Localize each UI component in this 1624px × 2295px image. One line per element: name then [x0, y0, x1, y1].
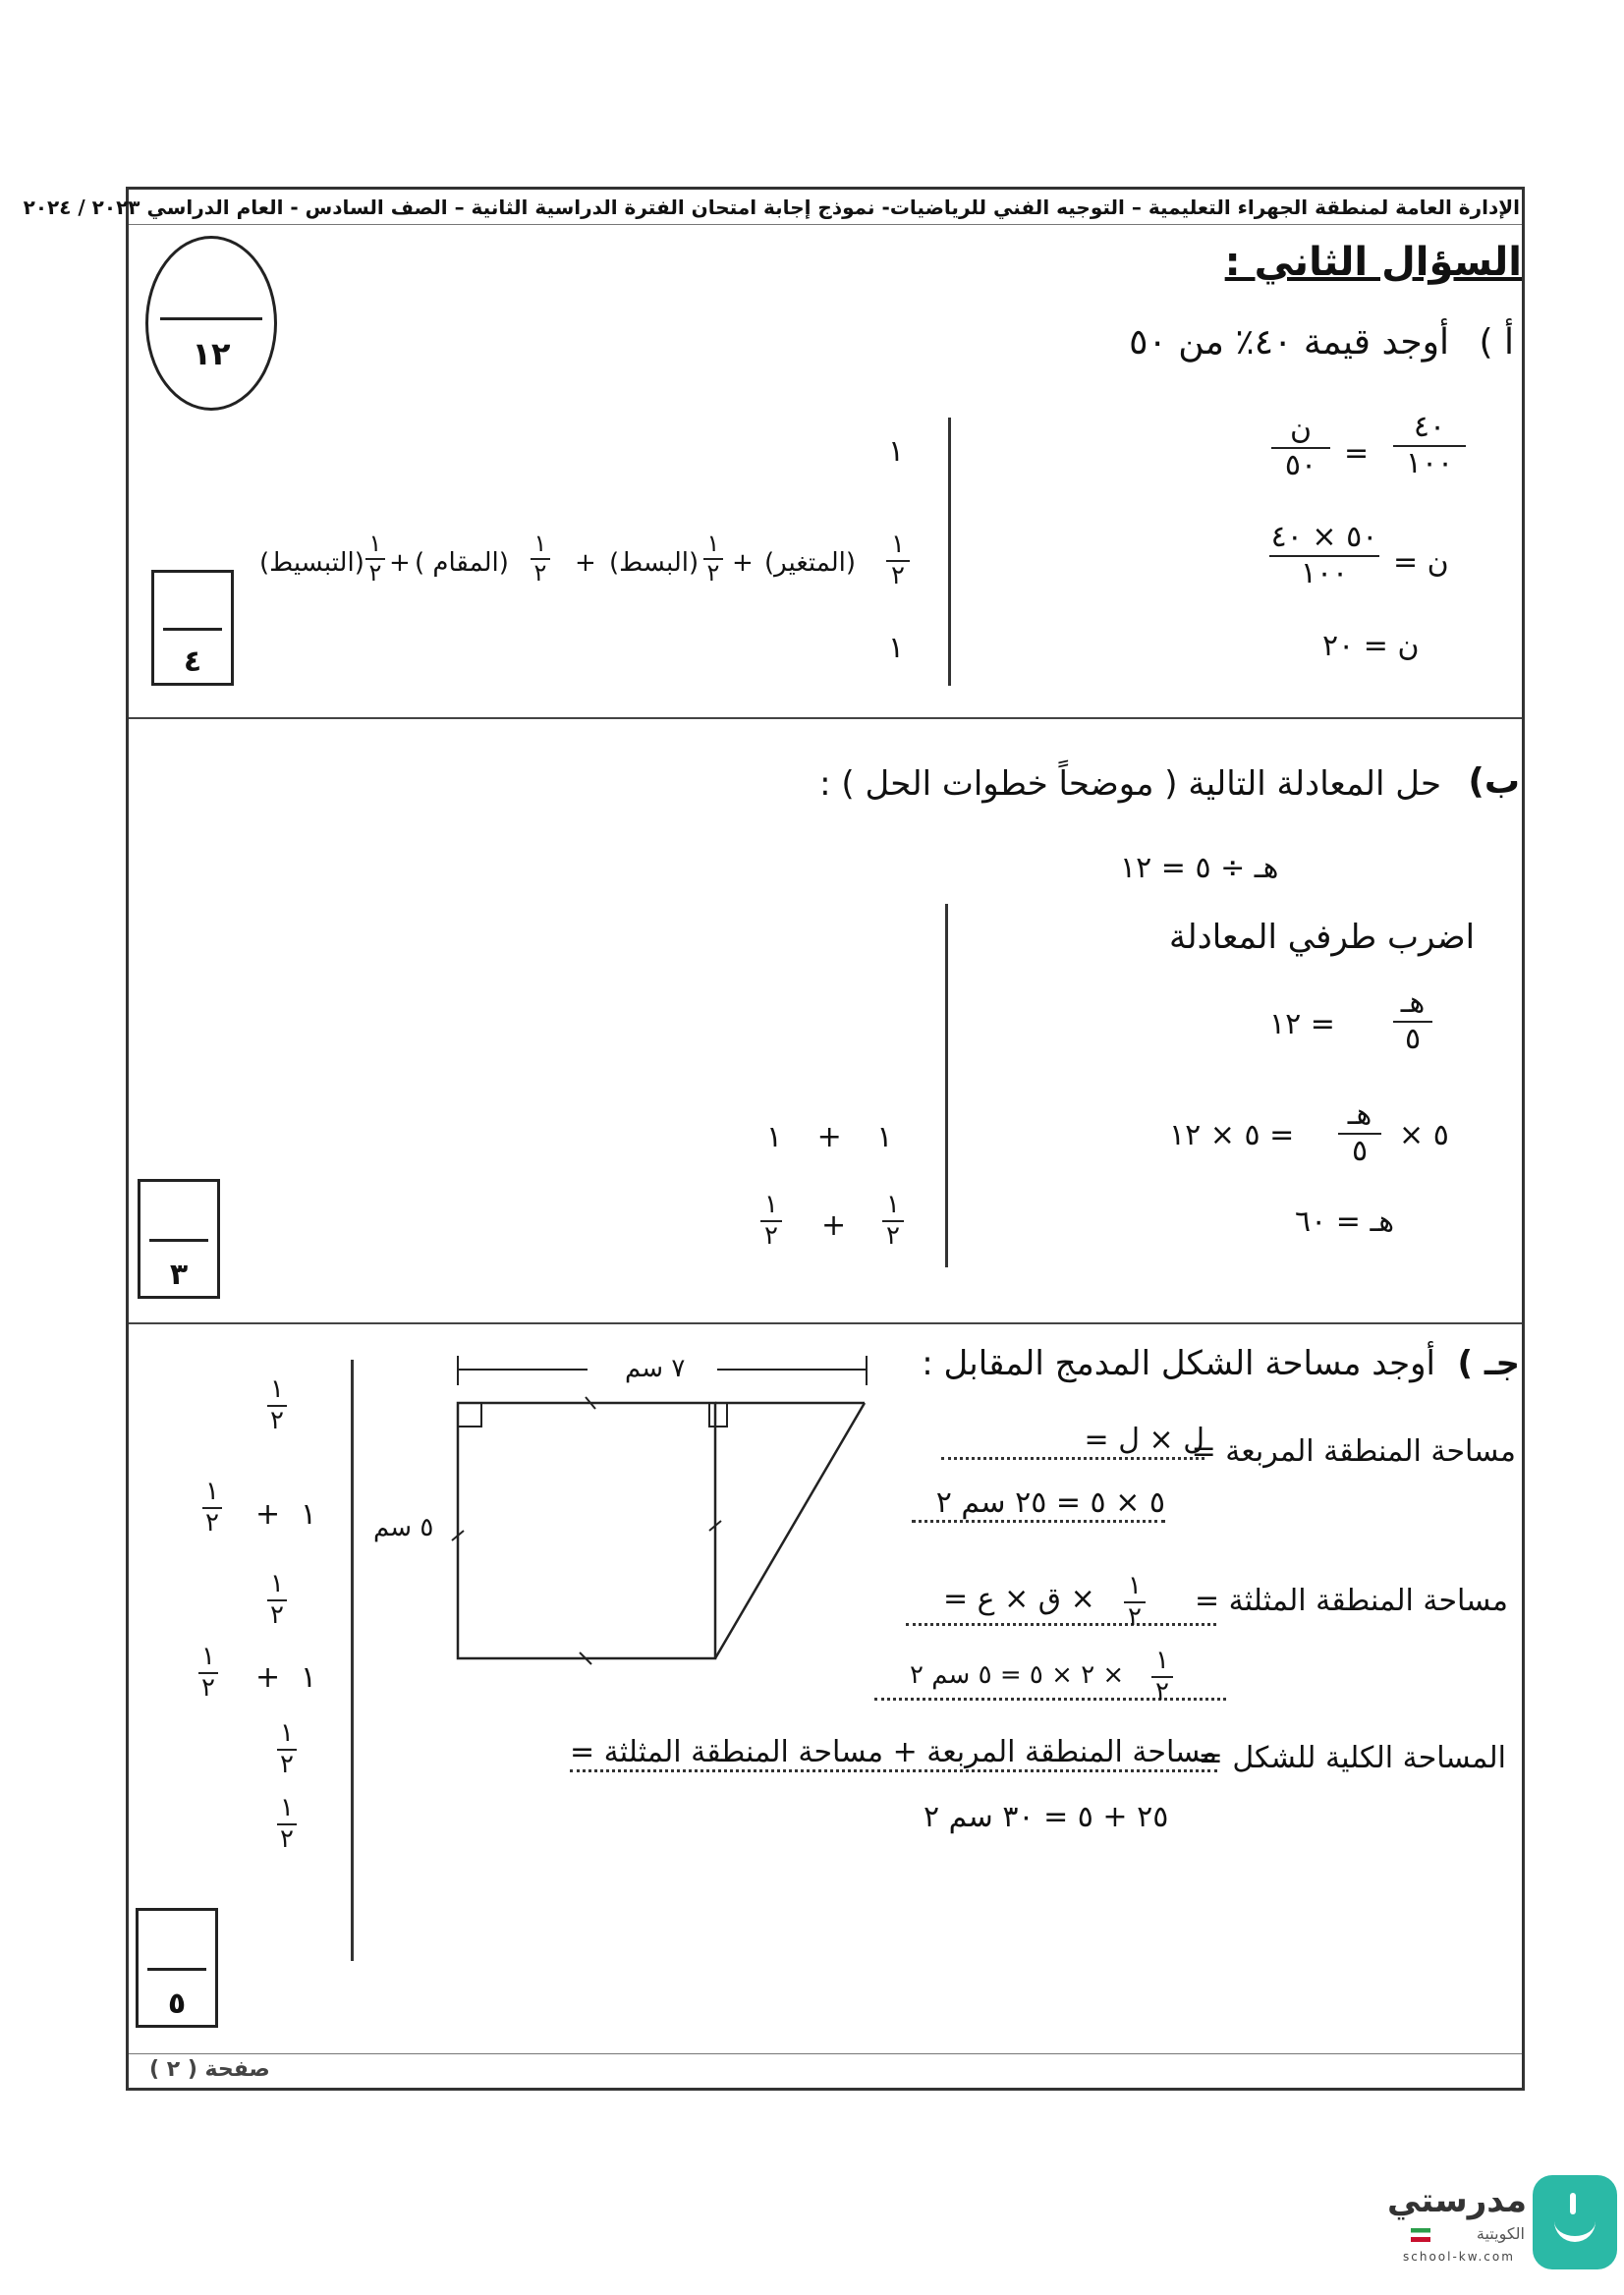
rubric-plus-1: +: [732, 548, 754, 578]
part-b-label: ب): [1468, 761, 1520, 802]
footer-divider: [129, 2053, 1522, 2054]
part-a-fraction-calc: ٥٠ × ٤٠ ١٠٠: [1270, 520, 1378, 590]
triangle-area-label: مساحة المنطقة المثلثة =: [1194, 1584, 1508, 1618]
part-b-line5: هـ = ٦٠: [1295, 1204, 1395, 1239]
total-area-label: المساحة الكلية للشكل =: [1198, 1741, 1506, 1775]
part-b-marks-row1: ١ + ١: [766, 1120, 893, 1154]
triangle-region: [715, 1403, 865, 1658]
part-c-mark-plus-a: +: [255, 1497, 281, 1532]
part-b-divider: [945, 904, 948, 1267]
total-area-calc: ٢٥ + ٥ = ٣٠ سم ٢: [924, 1800, 1169, 1834]
part-a-prompt: أوجد قيمة ٤٠٪ من ٥٠: [1129, 322, 1449, 363]
part-a-mark-3: ١: [888, 631, 905, 665]
part-a-equals: =: [1344, 436, 1370, 471]
part-a-rubric-denominator: (المقام ): [415, 548, 509, 578]
part-a-mark-1: ١: [888, 434, 905, 469]
rubric-half-1: ١ ٢: [703, 531, 723, 587]
total-score-oval: [145, 236, 277, 411]
flag-icon: [1411, 2228, 1430, 2242]
part-c-label: جـ ): [1457, 1344, 1520, 1383]
page-number: صفحة ( ٢ ): [149, 2057, 270, 2082]
part-b-separator: [129, 1322, 1522, 1324]
part-c-mark-5: ١ ٢: [277, 1719, 297, 1780]
part-b-mark-plus: +: [821, 1208, 847, 1243]
part-b-line2: اضرب طرفي المعادلة: [1169, 918, 1476, 957]
part-a-separator: [129, 717, 1522, 719]
logo-sub: الكويتية: [1476, 2224, 1525, 2243]
part-b-line4-fraction: هـ ٥: [1338, 1098, 1381, 1168]
logo-icon: [1533, 2175, 1617, 2269]
part-a-label: أ ): [1479, 322, 1514, 363]
part-c-divider: [351, 1360, 354, 1961]
square-area-calc: ٥ × ٥ = ٢٥ سم ٢: [912, 1485, 1165, 1523]
part-c-mark-6: ١ ٢: [277, 1794, 297, 1855]
part-c-mark-4: ١ ٢: [198, 1643, 218, 1704]
part-b-mark-half-a: ١ ٢: [882, 1191, 904, 1252]
part-a-rubric-numerator: (البسط): [609, 548, 700, 578]
part-c-mark-one-a: ١: [301, 1497, 317, 1532]
tick-marks: [452, 1397, 721, 1664]
part-c-mark-2: ١ ٢: [202, 1478, 222, 1539]
square-area-formula: ل × ل =: [941, 1423, 1204, 1460]
rubric-plus-3: +: [389, 548, 411, 578]
part-c-mark-plus-b: +: [255, 1660, 281, 1695]
part-b-score-box: ٣: [138, 1179, 220, 1299]
composite-shape-diagram: [364, 1346, 894, 1680]
part-a-fraction-40-100: ٤٠ ١٠٠: [1393, 411, 1466, 480]
part-b-line1: هـ ÷ ٥ = ١٢: [1120, 851, 1279, 885]
total-score: ١٢: [192, 335, 231, 372]
square-region: [458, 1403, 727, 1658]
triangle-area-formula: × ق × ع = ١ ٢: [906, 1572, 1216, 1626]
part-c-mark-3: ١ ٢: [267, 1570, 287, 1631]
part-b-prompt: حل المعادلة التالية ( موضحاً خطوات الحل ) :: [819, 764, 1441, 804]
part-b-line3-fraction: هـ ٥: [1393, 986, 1432, 1056]
question-title: السؤال الثاني :: [1224, 240, 1522, 285]
part-c-score-box: ٥: [136, 1908, 218, 2028]
part-c-prompt: أوجد مساحة الشكل المدمج المقابل :: [922, 1344, 1435, 1383]
rubric-plus-2: +: [575, 548, 596, 578]
logo-name: مدرستي: [1387, 2181, 1527, 2220]
part-b-mark-half-b: ١ ٢: [760, 1191, 782, 1252]
part-c-mark-1: ١ ٢: [267, 1375, 287, 1436]
part-b-line4-rhs: = ٥ × ١٢: [1169, 1118, 1295, 1152]
part-c-mark-one-b: ١: [301, 1660, 317, 1695]
logo-url: school-kw.com: [1403, 2250, 1515, 2264]
part-a-fraction-n50: ن ٥٠: [1271, 413, 1330, 482]
part-a-n-equals: ن =: [1393, 545, 1449, 580]
header-divider: [129, 224, 1522, 225]
square-area-label: مساحة المنطقة المربعة =: [1191, 1434, 1516, 1469]
total-area-formula: مساحة المنطقة المربعة + مساحة المنطقة المثلثة =: [570, 1735, 1217, 1772]
part-a-result: ن = ٢٠: [1322, 629, 1420, 663]
part-b-line3-rhs: = ١٢: [1269, 1007, 1335, 1041]
rubric-half-3: ١ ٢: [365, 531, 385, 587]
part-a-divider: [948, 418, 951, 686]
part-a-score-box: ٤: [151, 570, 234, 686]
dim-side-label: ٥ سم: [373, 1513, 434, 1542]
dim-top-label: ٧ سم: [625, 1354, 686, 1383]
part-b-line4-lhs: ٥ ×: [1399, 1118, 1449, 1152]
header-text: الإدارة العامة لمنطقة الجهراء التعليمية – التوجيه الفني للرياضيات- نموذج إجابة امتحان الفترة الدراسية الثانية – الصف السادس - العام الدراسي ٢٠٢٣ / ٢٠٢٤: [23, 196, 1520, 219]
part-a-rubric-variable: (المتغير): [764, 548, 857, 578]
school-logo: [1385, 2159, 1621, 2277]
rubric-half-2: ١ ٢: [531, 531, 550, 587]
part-a-mark-half: ١ ٢: [886, 531, 910, 591]
triangle-area-calc: × ٢ × ٥ = ٥ سم ٢ ١ ٢: [874, 1643, 1226, 1701]
part-a-rubric-simplify: (التبسيط): [259, 548, 364, 578]
